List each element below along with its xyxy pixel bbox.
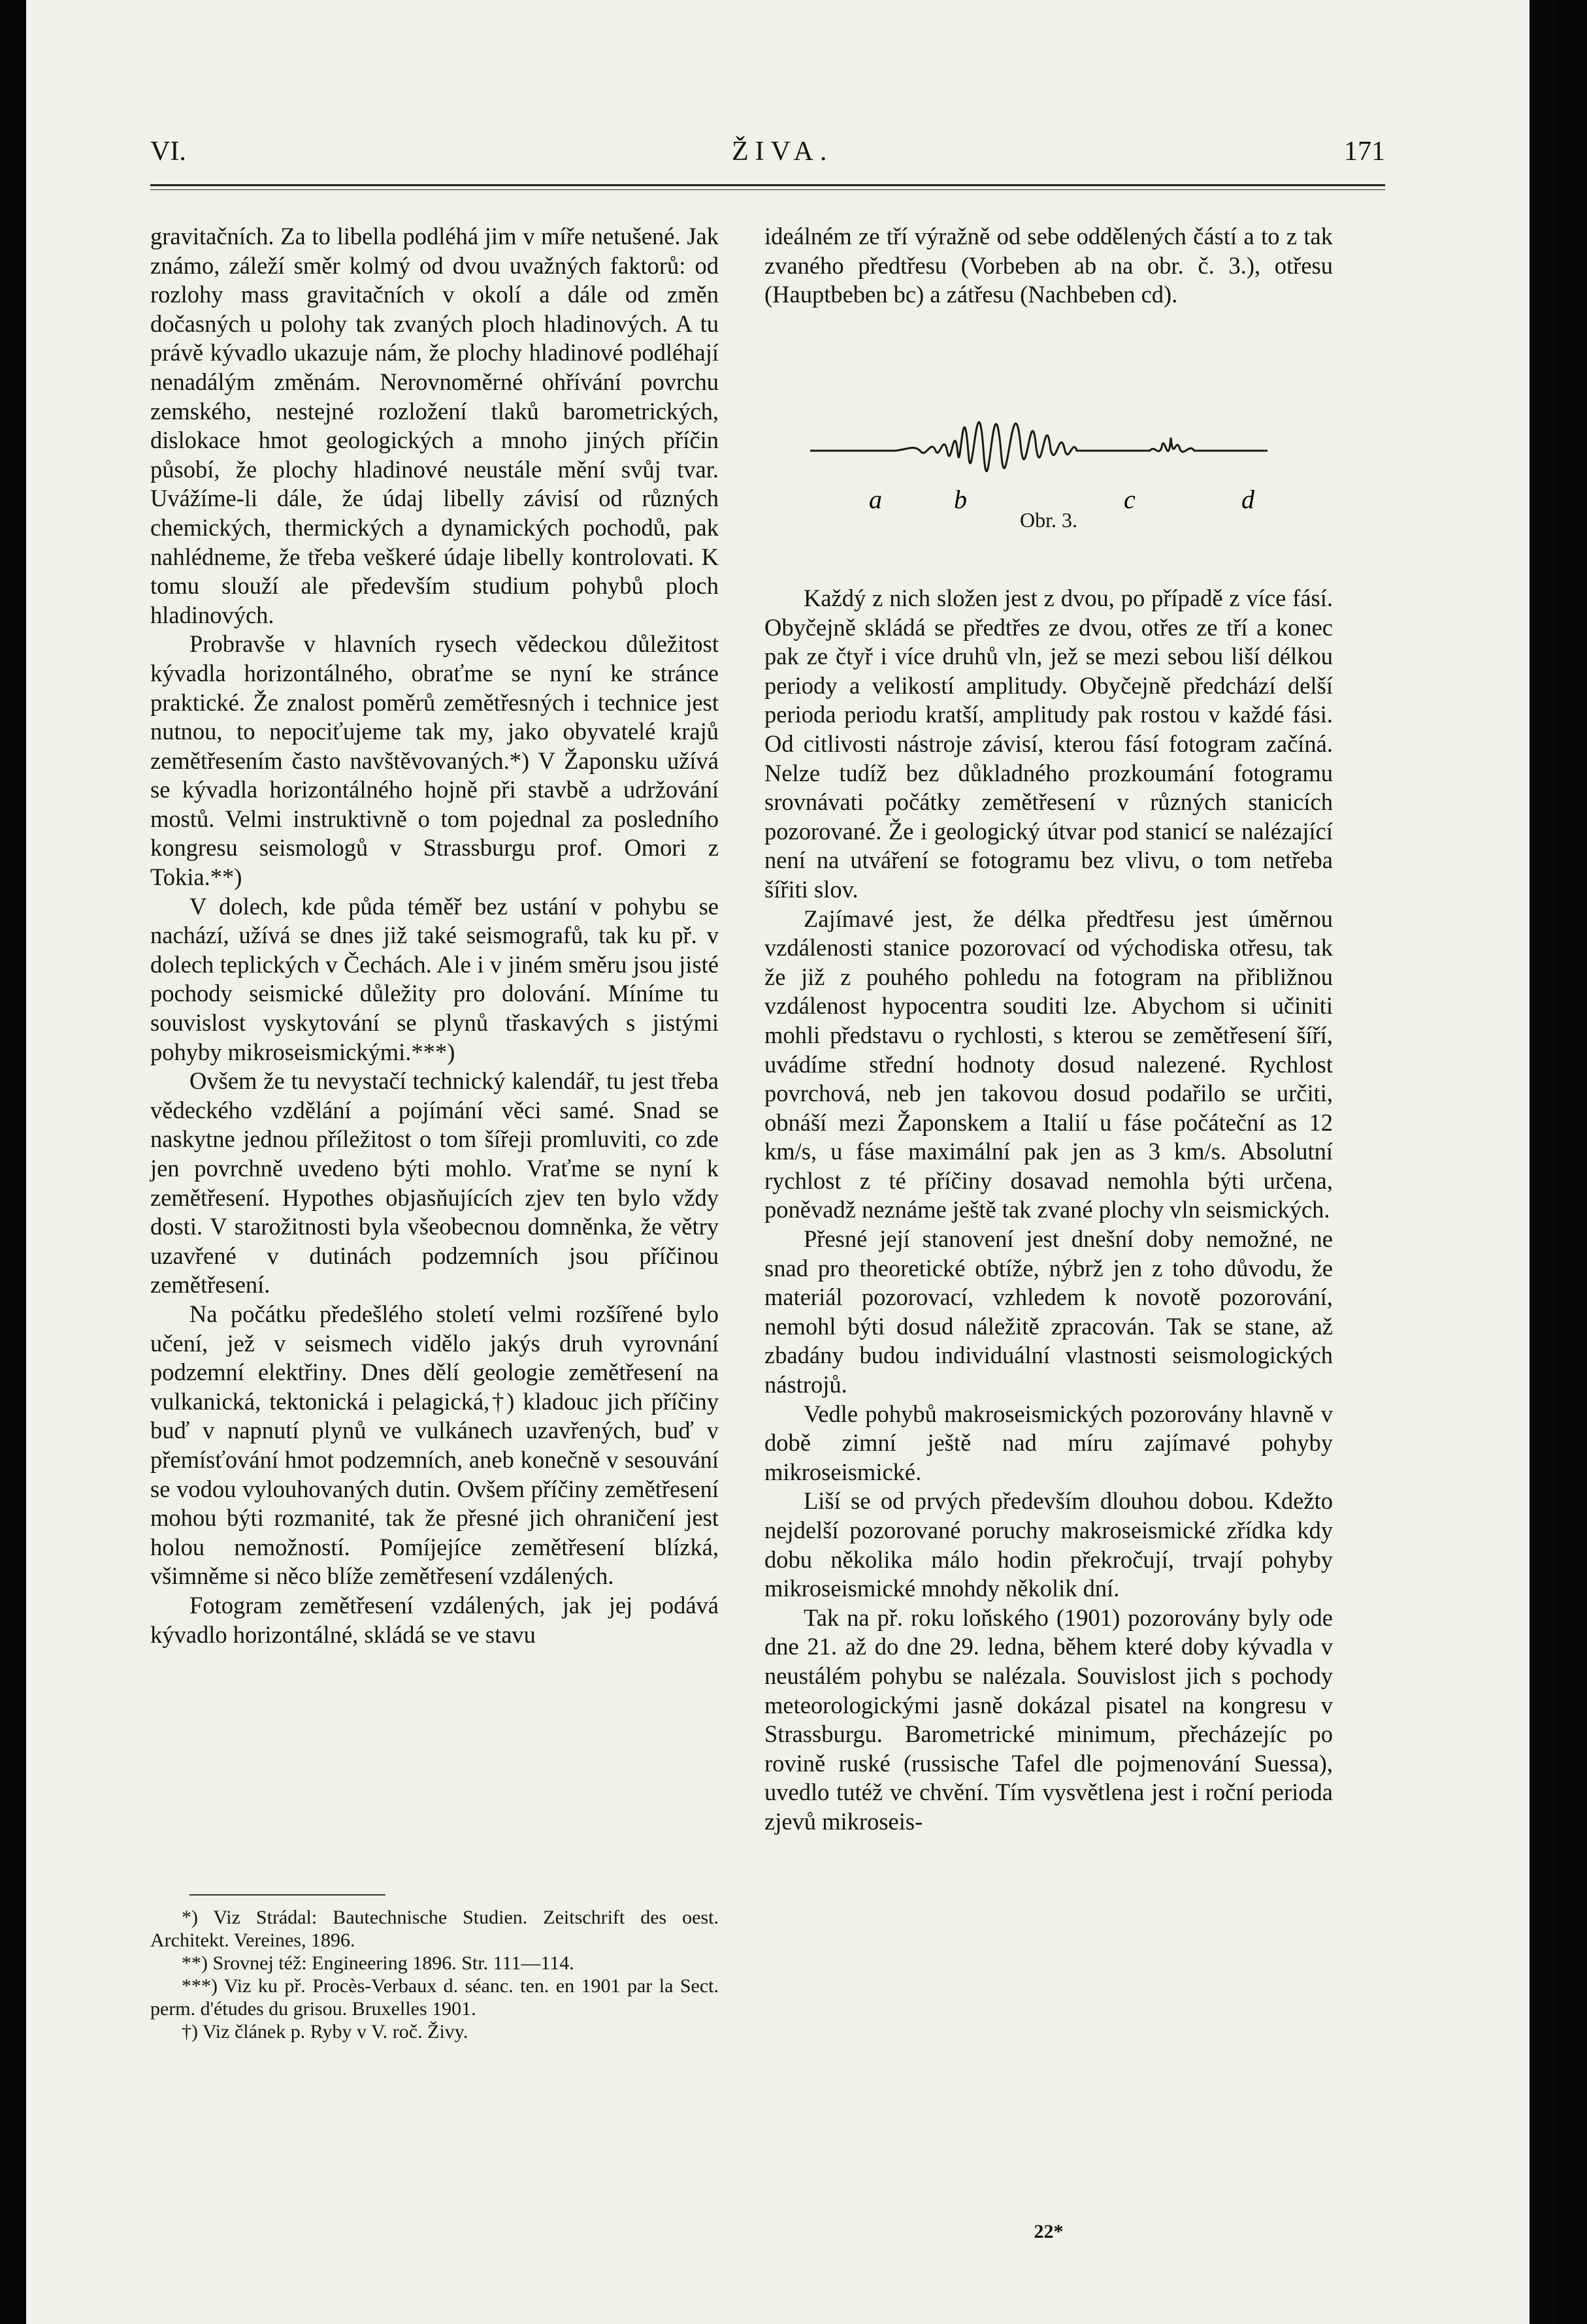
paragraph: Liší se od prvých především dlouhou dobou. Kdežto nejdelší pozorované poruchy makroseismické zřídka kdy dobu několika málo hodin překročují, trvají pohyby mikroseismické mnohdy několik dní. bbox=[764, 1487, 1333, 1602]
signature-mark: 22* bbox=[1034, 2221, 1064, 2242]
figure-label-b: b bbox=[954, 485, 967, 514]
right-column bbox=[764, 584, 1333, 1837]
left-column bbox=[150, 222, 719, 1649]
paragraph: Na počátku předešlého století velmi rozšířené bylo učení, jež v seismech vidělo jakýs druh vyrovnání podzemní elektřiny. Dnes dělí geologie zemětřesení na vulkanická, tektonická i pelagická,†) kladouc jich příčiny buď v napnutí plynů ve vulkánech uzavřených, buď v přemísťování hmot podzemních, aneb konečně v sesouvání se vodou vylouhovaných dutin. Ovšem příčiny zemětřesení mohou býti rozmanité, tak že přesné jich ohraničení jest holou nemožností. Pomíjejíce zemětřesení blízká, všimněme si něco blíže zemětřesení vzdálených. bbox=[150, 1300, 719, 1590]
paragraph: Probravše v hlavních rysech vědeckou důležitost kývadla horizontálného, obraťme se nyní ke stránce praktické. Že znalost poměrů zemětřesných i technice jest nutnou, to nepociťujeme tak my, jako obyvatelé krajů zemětřesením často navštěvovaných.*) V Žaponsku užívá se kývadla horizontálného hojně při stavbě a udržování mostů. Velmi instruktivně o tom pojednal za posledního kongresu seismologů v Strassburgu prof. Omori z Tokia.**) bbox=[150, 630, 719, 891]
footnote: †) Viz článek p. Ryby v V. roč. Živy. bbox=[182, 2021, 468, 2042]
header-rule-thin bbox=[150, 189, 1385, 190]
page-number: 171 bbox=[1344, 137, 1385, 167]
seismogram-trace bbox=[810, 422, 1268, 471]
paragraph: gravitačních. Za to libella podléhá jim v míře netušené. Jak známo, záleží směr kolmý od dvou uvažných faktorů: od rozlohy mass gravitačních v okolí a dále od změn dočasných u polohy tak zvaných ploch hladinových. A tu právě kývadlo ukazuje nám, že plochy hladinové podléhají nenadálým změnám. Nerovnoměrné ohřívání povrchu zemského, nestejné rozložení tlaků barometrických, dislokace hmot geologických a mnoho jiných příčin působí, že plochy hladinové neustále mění svůj tvar. Uvážíme-li dále, že údaj libelly závisí od různých chemických, thermických a dynamických pochodů, pak nahlédneme, že třeba veškeré údaje libelly kontrolovati. K tomu slouží ale především studium pohybů ploch hladinových. bbox=[150, 223, 719, 628]
figure-label-c: c bbox=[1124, 485, 1136, 514]
paragraph: Přesné její stanovení jest dnešní doby nemožné, ne snad pro theoretické obtíže, nýbrž jen z toho důvodu, že materiál pozorovací, vzhledem k novotě pozorování, nemohl býti dosud náležitě zpracován. Tak se stane, až zbadány budou individuální vlastnosti seismologických nástrojů. bbox=[764, 1225, 1333, 1398]
header-rule bbox=[150, 184, 1385, 186]
header-section-number: VI. bbox=[150, 137, 186, 167]
seismogram-figure bbox=[797, 366, 1333, 562]
page bbox=[26, 0, 1558, 2324]
right-column-top bbox=[764, 222, 1333, 310]
scan-border bbox=[1530, 0, 1558, 2324]
paragraph: Fotogram zemětřesení vzdálených, jak jej podává kývadlo horizontálné, skládá se ve stavu bbox=[150, 1591, 719, 1648]
footnote: **) Srovnej též: Engineering 1896. Str. 111—114. bbox=[182, 1952, 574, 1974]
footnote: *) Viz Strádal: Bautechnische Studien. Zeitschrift des oest. Architekt. Vereines, 1896. bbox=[150, 1907, 719, 1951]
paragraph: Tak na př. roku loňského (1901) pozorovány byly ode dne 21. až do dne 29. ledna, během které doby kývadla v neustálém pohybu se nalézala. Souvislost jich s pochody meteorologickými jasně dokázal pisatel na kongresu v Strassburgu. Barometrické minimum, přecházejíc po rovině ruské (russische Tafel dle pojmenování Suessa), uvedlo tutéž ve chvění. Tím vysvětlena jest i roční perioda zjevů mikroseis- bbox=[764, 1604, 1333, 1835]
figure-label-d: d bbox=[1241, 485, 1254, 514]
paragraph: V dolech, kde půda téměř bez ustání v pohybu se nachází, užívá se dnes již také seismografů, tak ku př. v dolech teplických v Čechách. Ale i v jiném směru jsou jisté pochody seismické důležity pro dolování. Míníme tu souvislost vyskytování se plynů třaskavých s jistými pohyby mikroseismickými.***) bbox=[150, 892, 719, 1065]
footnote-rule bbox=[189, 1894, 385, 1896]
footnote: ***) Viz ku př. Procès-Verbaux d. séanc. ten. en 1901 par la Sect. perm. d'études du grisou. Bruxelles 1901. bbox=[150, 1975, 719, 2020]
running-header bbox=[150, 136, 1385, 182]
paragraph: ideálném ze tří výražně od sebe oddělených částí a to z tak zvaného předtřesu (Vorbeben ab na obr. č. 3.), otřesu (Hauptbeben bc) a zátřesu (Nachbeben cd). bbox=[764, 223, 1333, 308]
paragraph: Ovšem že tu nevystačí technický kalendář, tu jest třeba vědeckého vzdělání a pojímání věci samé. Snad se naskytne jednou příležitost o tom šířeji promluviti, co zde jen povrchně uvedeno býti mohlo. Vraťme se nyní k zemětřesení. Hypothes objasňujících zjev ten bylo vždy dosti. V starožitnosti byla všeobecnou domněnka, že větry uzavřené v dutinách podzemních jsou příčinou zemětřesení. bbox=[150, 1067, 719, 1299]
figure-caption: Obr. 3. bbox=[1020, 508, 1077, 532]
paragraph: Každý z nich složen jest z dvou, po případě z více fásí. Obyčejně skládá se předtřes ze dvou, otřes ze tří a konec pak ze čtyř i více druhů vln, jež se mezi sebou liší délkou periody a velikostí amplitudy. Obyčejně předchází delší perioda periodu kratší, amplitudy pak rostou v každé fási. Od citlivosti nástroje závisí, kterou fásí fotogram začíná. Nelze tudíž bez důkladného prozkoumání fotogramu srovnávati počátky zemětřesení v různých stanicích pozorované. Že i geologický útvar pod stanicí se nalézající není na utváření se fotogramu bez vlivu, o tom netřeba šířiti slov. bbox=[764, 585, 1333, 903]
footnotes bbox=[150, 1906, 719, 2043]
figure-label-a: a bbox=[869, 485, 882, 514]
paragraph: Zajímavé jest, že délka předtřesu jest úměrnou vzdálenosti stanice pozorovací od východiska otřesu, tak že již z pouhého pohledu na fotogram na přibližnou vzdálenost hypocentra souditi lze. Abychom si učiniti mohli představu o rychlosti, s kterou se zemětřesení šíří, uvádíme střední hodnoty dosud nalezené. Rychlost povrchová, neb jen takovou dosud podařilo se určiti, obnáší mezi Žaponskem a Italií u fáse počáteční as 12 km/s, u fáse maximální pak jen as 3 km/s. Absolutní rychlost z té příčiny dosavad nemohla býti určena, poněvadž neznáme ještě tak zvané plochy vln seismických. bbox=[764, 905, 1333, 1223]
paragraph: Vedle pohybů makroseismických pozorovány hlavně v době zimní ještě nad míru zajímavé pohyby mikroseismické. bbox=[764, 1400, 1333, 1485]
header-journal-title: ŽIVA. bbox=[732, 137, 834, 167]
